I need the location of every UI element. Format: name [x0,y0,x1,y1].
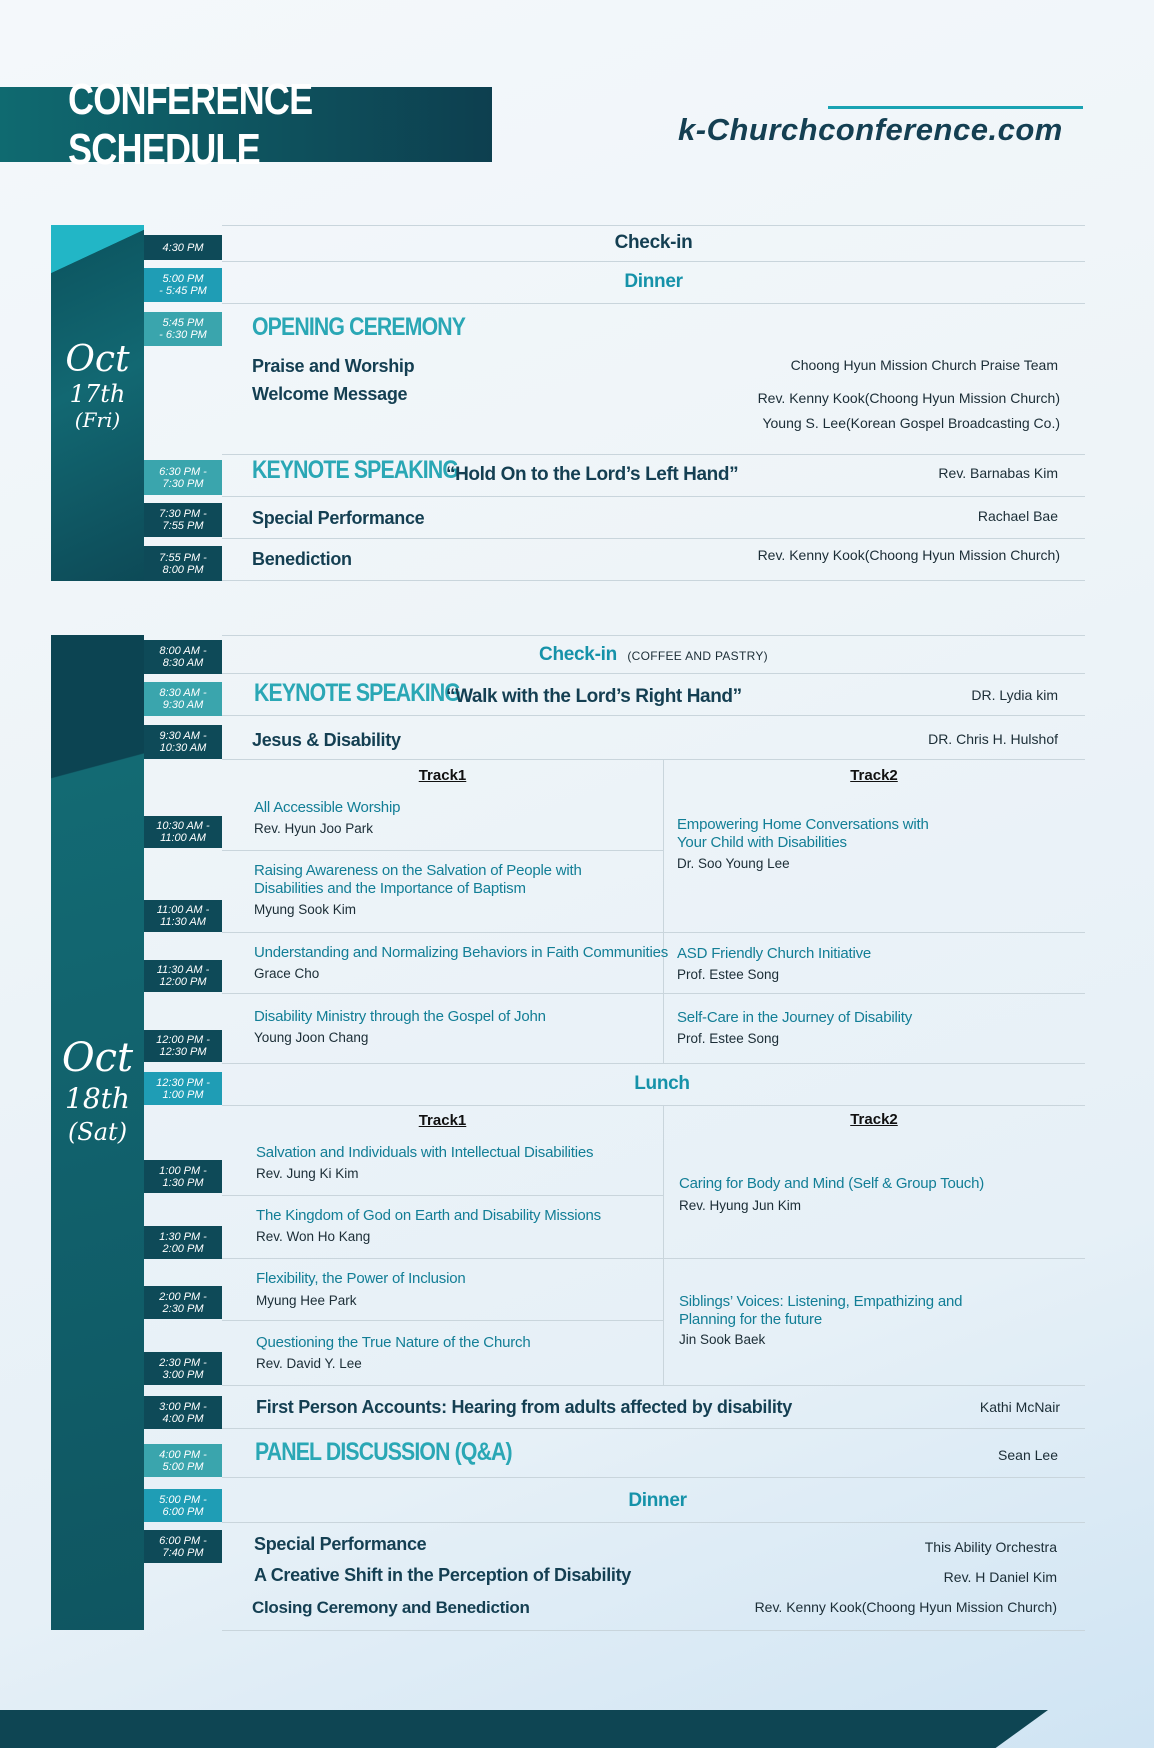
divider [222,635,1085,636]
jesus-disability: Jesus & Disability [252,730,401,750]
time-slot: 12:00 PM - 12:30 PM [144,1030,222,1062]
website-link[interactable]: k-Churchconference.com [678,112,1063,147]
day2-month: Oct [61,1035,134,1081]
time-slot: 1:30 PM - 2:00 PM [144,1226,222,1259]
session-presenter: Myung Sook Kim [254,902,357,917]
opening-ceremony-title: OPENING CEREMONY [252,313,466,341]
session-title: ASD Friendly Church Initiative [677,945,872,962]
session-presenter: Rev. Jung Ki Kim [256,1166,359,1181]
session-presenter: Prof. Estee Song [677,967,780,982]
praise-worship: Praise and Worship [252,356,415,376]
session-presenter: Dr. Soo Young Lee [677,856,790,871]
day1-weekday: (Fri) [74,408,121,432]
time-slot: 11:00 AM - 11:30 AM [144,900,222,932]
session-title: Empowering Home Conversations with Your Child with Disabilities [677,816,929,851]
session-title: Siblings’ Voices: Listening, Empathizing and Planning for the future [679,1293,963,1328]
divider [222,580,1085,581]
divider [222,1385,1085,1386]
day2-weekday: (Sat) [67,1118,128,1146]
keynote-title: KEYNOTE SPEAKING [254,679,461,707]
divider [222,1105,1085,1106]
time-slot: 3:00 PM - 4:00 PM [144,1396,222,1429]
first-person-accounts: First Person Accounts: Hearing from adults affected by disability [256,1397,792,1417]
session-title: Salvation and Individuals with Intellectual Disabilities [256,1144,594,1161]
speaker: Rev. Kenny Kook(Choong Hyun Mission Church) [757,547,1060,563]
divider [222,673,1085,674]
session-presenter: Jin Sook Baek [679,1332,766,1347]
session-presenter: Rev. Hyun Joo Park [254,821,374,836]
page-title: CONFERENCE SCHEDULE [68,74,313,174]
divider [222,759,1085,760]
website-underline [828,106,1083,109]
time-slot: 1:00 PM - 1:30 PM [144,1160,222,1193]
day1-day: 17th [69,380,126,408]
dinner-label: Dinner [624,271,683,292]
checkin-row [222,644,1085,666]
divider [222,715,1085,716]
track1-header: Track1 [418,1112,467,1129]
time-slot: 9:30 AM - 10:30 AM [144,725,222,759]
divider [222,1630,1085,1631]
session-presenter: Rev. David Y. Lee [256,1356,362,1371]
time-slot: 7:30 PM - 7:55 PM [144,503,222,537]
speaker: Choong Hyun Mission Church Praise Team [790,357,1058,373]
checkin-label: Check-in [539,644,617,665]
keynote-quote: “Walk with the Lord’s Right Hand” [446,686,742,707]
benediction: Benediction [252,549,352,569]
speaker: Rev. Barnabas Kim [938,465,1058,481]
session-title: Understanding and Normalizing Behaviors in Faith Communities [254,944,669,961]
session-title: Disability Ministry through the Gospel of John [254,1008,546,1025]
session-presenter: Myung Hee Park [256,1293,357,1308]
time-slot: 5:45 PM - 6:30 PM [144,312,222,346]
divider [222,1477,1085,1478]
lunch-label: Lunch [634,1073,690,1094]
session-title: All Accessible Worship [254,799,401,816]
dinner-label: Dinner [628,1490,687,1511]
session-presenter: Rev. Hyung Jun Kim [679,1198,802,1213]
welcome-message: Welcome Message [252,384,408,404]
divider [222,538,1085,539]
day1-month: Oct [65,339,130,380]
day1-date [51,340,144,432]
divider [222,1320,663,1321]
divider [222,1522,1085,1523]
track-divider [663,1105,664,1385]
time-slot: 10:30 AM - 11:00 AM [144,816,222,848]
speaker: DR. Lydia kim [971,687,1058,703]
creative-shift: A Creative Shift in the Perception of Disability [254,1565,632,1585]
time-slot: 6:30 PM - 7:30 PM [144,460,222,495]
track2-header: Track2 [850,1111,898,1128]
divider [222,261,1085,262]
divider [222,454,1085,455]
time-slot: 12:30 PM - 1:00 PM [144,1072,222,1105]
day2-day: 18th [65,1082,130,1115]
closing-ceremony: Closing Ceremony and Benediction [252,1598,530,1617]
keynote-quote: “Hold On to the Lord’s Left Hand” [446,464,739,485]
divider [222,850,663,851]
time-slot: 4:00 PM - 5:00 PM [144,1444,222,1477]
time-slot: 5:00 PM - 6:00 PM [144,1489,222,1522]
speaker: Rev. Kenny Kook(Choong Hyun Mission Church) [754,1599,1057,1615]
track2-header: Track2 [850,767,898,784]
keynote-title: KEYNOTE SPEAKING [252,456,459,484]
checkin-note: (COFFEE AND PASTRY) [627,649,768,663]
session-presenter: Prof. Estee Song [677,1031,780,1046]
special-performance: Special Performance [252,508,425,528]
time-slot: 4:30 PM [144,235,222,260]
divider [222,993,1085,994]
track1-header: Track1 [418,767,467,784]
day2-date [51,1035,144,1147]
divider [222,303,1085,304]
session-presenter: Rev. Won Ho Kang [256,1229,371,1244]
time-slot: 2:00 PM - 2:30 PM [144,1286,222,1319]
divider [222,932,1085,933]
divider [222,225,1085,226]
session-title: Questioning the True Nature of the Church [256,1334,531,1351]
speaker: Kathi McNair [979,1399,1060,1415]
divider [222,496,1085,497]
divider [222,1063,1085,1064]
footer-bar [0,1710,1048,1748]
time-slot: 5:00 PM - 5:45 PM [144,268,222,302]
special-performance: Special Performance [254,1534,427,1554]
time-slot: 11:30 AM - 12:00 PM [144,960,222,992]
time-slot: 2:30 PM - 3:00 PM [144,1352,222,1385]
session-title: Caring for Body and Mind (Self & Group Touch) [679,1175,985,1192]
speaker: This Ability Orchestra [924,1539,1057,1555]
panel-discussion: PANEL DISCUSSION (Q&A) [255,1438,512,1466]
speaker: Rev. H Daniel Kim [943,1569,1057,1585]
divider [222,1258,1085,1259]
speaker: Sean Lee [998,1447,1058,1463]
session-presenter: Grace Cho [254,966,320,981]
time-slot: 6:00 PM - 7:40 PM [144,1530,222,1563]
time-slot: 7:55 PM - 8:00 PM [144,546,222,581]
divider [222,1428,1085,1429]
session-title: Raising Awareness on the Salvation of People with Disabilities and the Importance of Baptism [254,862,582,897]
session-title: Self-Care in the Journey of Disability [677,1009,913,1026]
time-slot: 8:30 AM - 9:30 AM [144,682,222,716]
checkin-label: Check-in [614,232,693,253]
track-divider [663,759,664,1063]
time-slot: 8:00 AM - 8:30 AM [144,640,222,674]
speaker: DR. Chris H. Hulshof [928,731,1058,747]
speaker: Rachael Bae [977,508,1058,524]
session-title: Flexibility, the Power of Inclusion [256,1270,466,1287]
divider [222,1195,663,1196]
session-title: The Kingdom of God on Earth and Disability Missions [256,1207,601,1224]
session-presenter: Young Joon Chang [254,1030,369,1045]
page-title-banner [0,74,492,174]
speaker: Young S. Lee(Korean Gospel Broadcasting Co.) [762,415,1060,431]
speaker: Rev. Kenny Kook(Choong Hyun Mission Church) [757,390,1060,406]
